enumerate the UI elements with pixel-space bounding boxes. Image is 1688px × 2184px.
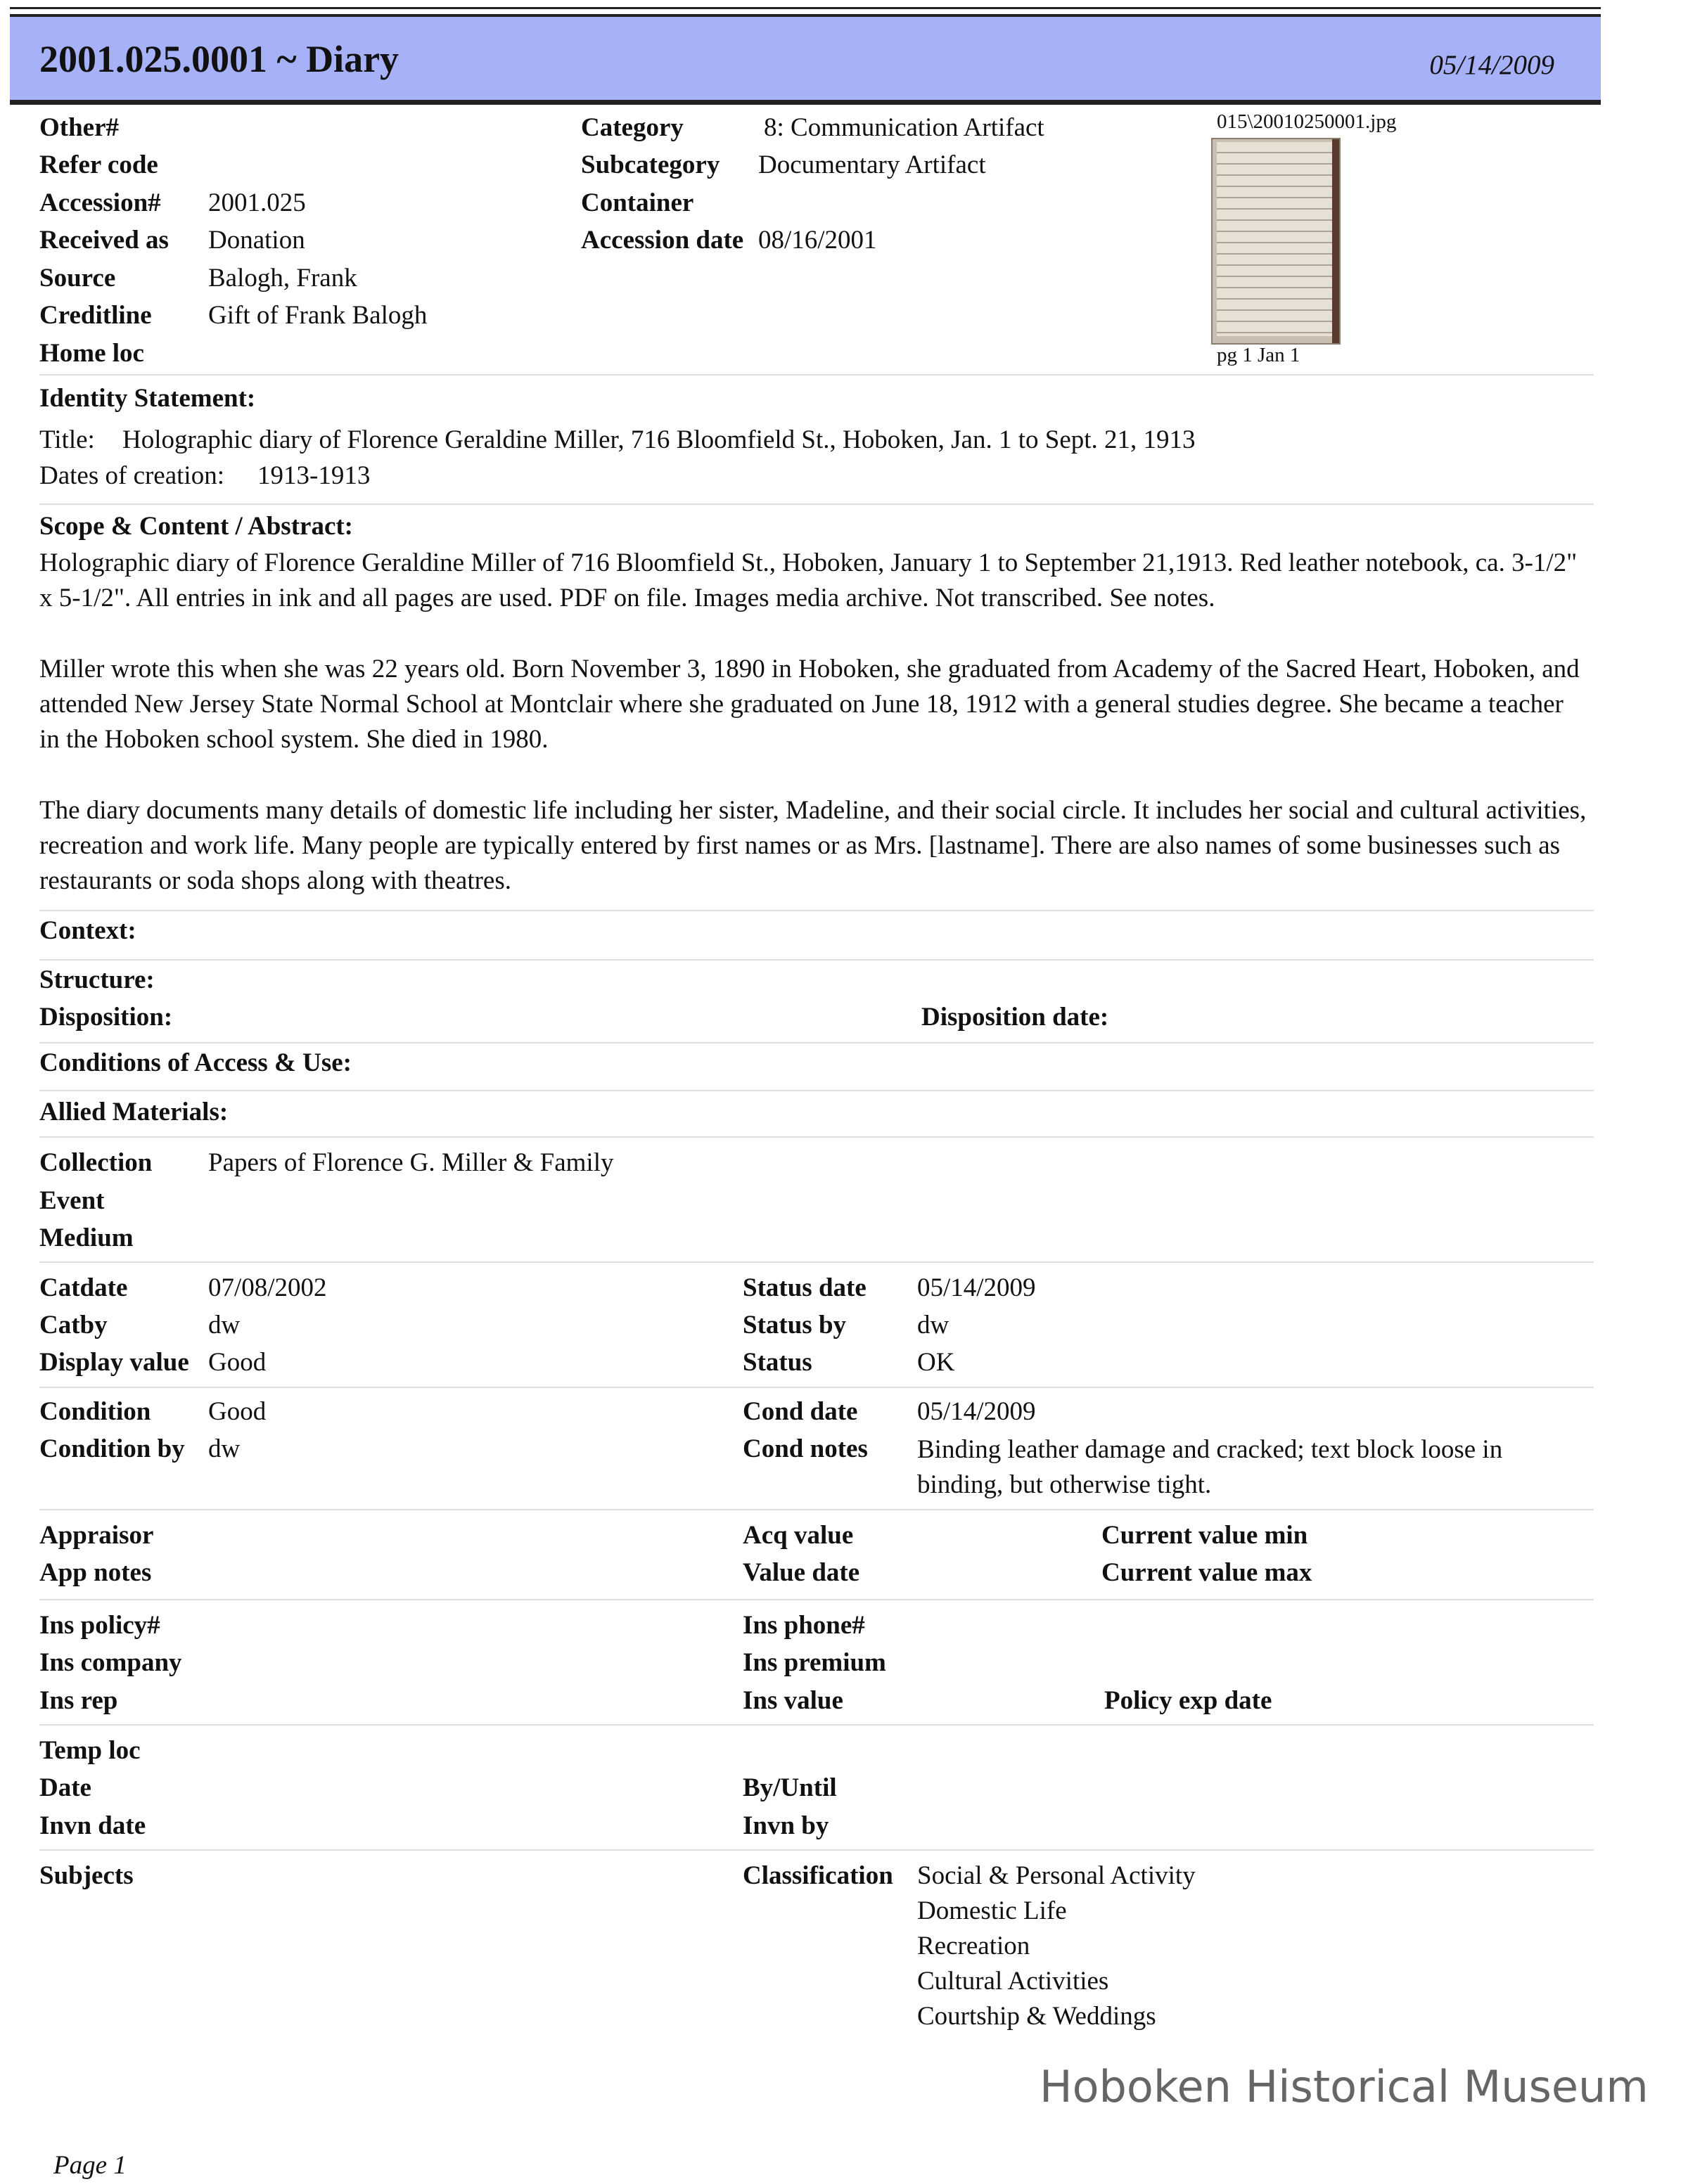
- classification-item: Social & Personal Activity: [917, 1861, 1196, 1890]
- accession-date-label: Accession date: [581, 226, 744, 255]
- structure-label: Structure:: [39, 965, 155, 994]
- divider: [39, 1387, 1594, 1388]
- identity-title-value: Holographic diary of Florence Geraldine Miller, 716 Bloomfield St., Hoboken, Jan. 1 to Sept. 21, 1913: [122, 425, 1196, 454]
- ins-rep-label: Ins rep: [39, 1686, 118, 1715]
- dates-of-creation-value: 1913-1913: [257, 461, 371, 490]
- subcategory-label: Subcategory: [581, 150, 720, 179]
- condition-by-value: dw: [208, 1434, 241, 1463]
- container-label: Container: [581, 188, 694, 217]
- received-as-label: Received as: [39, 226, 169, 255]
- accession-number-value: 2001.025: [208, 188, 306, 217]
- classification-label: Classification: [743, 1861, 893, 1890]
- status-label: Status: [743, 1348, 812, 1377]
- diary-page-image: [1217, 142, 1335, 336]
- identity-heading: Identity Statement:: [39, 384, 256, 413]
- appraisor-label: Appraisor: [39, 1521, 154, 1550]
- record-date: 05/14/2009: [1429, 50, 1554, 80]
- header-rule-bottom: [10, 103, 1601, 105]
- current-value-max-label: Current value max: [1101, 1558, 1312, 1587]
- cond-date-label: Cond date: [743, 1397, 858, 1426]
- status-date-label: Status date: [743, 1273, 867, 1302]
- catdate-value: 07/08/2002: [208, 1273, 327, 1302]
- scope-heading: Scope & Content / Abstract:: [39, 512, 354, 541]
- classification-item: Recreation: [917, 1932, 1030, 1960]
- status-date-value: 05/14/2009: [917, 1273, 1036, 1302]
- accession-date-value: 08/16/2001: [758, 226, 877, 255]
- by-until-label: By/Until: [743, 1773, 837, 1802]
- image-caption: pg 1 Jan 1: [1217, 344, 1300, 366]
- divider: [39, 1042, 1594, 1043]
- acq-value-label: Acq value: [743, 1521, 854, 1550]
- divider: [39, 503, 1594, 505]
- cond-date-value: 05/14/2009: [917, 1397, 1036, 1426]
- source-label: Source: [39, 264, 116, 293]
- condition-value: Good: [208, 1397, 267, 1426]
- image-filename: 015\20010250001.jpg: [1217, 110, 1397, 133]
- allied-materials-label: Allied Materials:: [39, 1098, 229, 1126]
- ins-value-label: Ins value: [743, 1686, 843, 1715]
- context-label: Context:: [39, 916, 136, 945]
- cond-notes-line-2: binding, but otherwise tight.: [917, 1470, 1212, 1499]
- received-as-value: Donation: [208, 226, 305, 255]
- scope-paragraph-1: Holographic diary of Florence Geraldine Miller of 716 Bloomfield St., Hoboken, January 1 to September 21,1913. Red leather notebook, ca. 3-1/2" x 5-1/2". All entries in ink and all pages are used. PDF on file. Images media archive. Not transcribed. See notes.: [39, 548, 1578, 612]
- condition-label: Condition: [39, 1397, 151, 1426]
- accession-number-label: Accession#: [39, 188, 161, 217]
- divider: [39, 910, 1594, 911]
- disposition-label: Disposition:: [39, 1003, 173, 1032]
- classification-item: Cultural Activities: [917, 1967, 1109, 1996]
- medium-label: Medium: [39, 1223, 134, 1252]
- diary-spine: [1332, 139, 1339, 343]
- diary-page-thumbnail[interactable]: [1211, 138, 1341, 345]
- refer-code-label: Refer code: [39, 150, 158, 179]
- status-value: OK: [917, 1348, 955, 1377]
- scope-paragraph-2: Miller wrote this when she was 22 years old. Born November 3, 1890 in Hoboken, she graduated from Academy of the Sacred Heart, Hoboken, and attended New Jersey State Normal School at Montclair where she graduated on June 18, 1912 with a general studies degree. She became a teacher in the Hoboken school system. She died in 1980.: [39, 655, 1580, 754]
- ins-premium-label: Ins premium: [743, 1648, 886, 1677]
- app-notes-label: App notes: [39, 1558, 152, 1587]
- page-number: Page 1: [53, 2151, 127, 2180]
- dates-of-creation-label: Dates of creation:: [39, 461, 224, 490]
- display-value-value: Good: [208, 1348, 267, 1377]
- ins-policy-label: Ins policy#: [39, 1611, 160, 1640]
- divider: [39, 1849, 1594, 1851]
- ins-phone-label: Ins phone#: [743, 1611, 865, 1640]
- condition-by-label: Condition by: [39, 1434, 185, 1463]
- divider: [39, 1090, 1594, 1091]
- creditline-value: Gift of Frank Balogh: [208, 301, 428, 330]
- display-value-label: Display value: [39, 1348, 189, 1377]
- classification-item: Courtship & Weddings: [917, 2002, 1156, 2031]
- catby-label: Catby: [39, 1311, 108, 1340]
- catdate-label: Catdate: [39, 1273, 128, 1302]
- subjects-label: Subjects: [39, 1861, 134, 1890]
- classification-item: Domestic Life: [917, 1896, 1067, 1925]
- creditline-label: Creditline: [39, 301, 152, 330]
- header-rule-top: [10, 7, 1601, 9]
- ins-company-label: Ins company: [39, 1648, 182, 1677]
- catby-value: dw: [208, 1311, 241, 1340]
- event-label: Event: [39, 1186, 105, 1215]
- date-label: Date: [39, 1773, 91, 1802]
- divider: [39, 1599, 1594, 1600]
- divider: [39, 959, 1594, 961]
- divider: [39, 1724, 1594, 1726]
- category-value: 8: Communication Artifact: [764, 113, 1044, 142]
- status-by-label: Status by: [743, 1311, 847, 1340]
- cond-notes-label: Cond notes: [743, 1434, 868, 1463]
- cond-notes-line-1: Binding leather damage and cracked; text block loose in: [917, 1435, 1503, 1464]
- status-by-value: dw: [917, 1311, 950, 1340]
- collection-label: Collection: [39, 1148, 153, 1177]
- current-value-min-label: Current value min: [1101, 1521, 1308, 1550]
- museum-watermark: Hoboken Historical Museum: [1040, 2061, 1649, 2112]
- disposition-date-label: Disposition date:: [921, 1003, 1109, 1032]
- temp-loc-label: Temp loc: [39, 1736, 141, 1765]
- collection-value: Papers of Florence G. Miller & Family: [208, 1148, 614, 1177]
- divider: [39, 1136, 1594, 1138]
- policy-exp-date-label: Policy exp date: [1104, 1686, 1272, 1715]
- category-label: Category: [581, 113, 684, 142]
- source-value: Balogh, Frank: [208, 264, 357, 293]
- invn-date-label: Invn date: [39, 1811, 146, 1840]
- subcategory-value: Documentary Artifact: [758, 150, 986, 179]
- divider: [39, 1261, 1594, 1263]
- identity-title-label: Title:: [39, 425, 95, 454]
- other-number-label: Other#: [39, 113, 120, 142]
- divider: [39, 1509, 1594, 1510]
- access-label: Conditions of Access & Use:: [39, 1048, 352, 1077]
- divider: [39, 374, 1594, 375]
- invn-by-label: Invn by: [743, 1811, 829, 1840]
- home-loc-label: Home loc: [39, 339, 144, 368]
- record-title: 2001.025.0001 ~ Diary: [39, 38, 399, 80]
- scope-paragraph-3: The diary documents many details of domestic life including her sister, Madeline, and their social circle. It includes her social and cultural activities, recreation and work life. Many people are typically entered by first names or as Mrs. [lastname]. There are also names of some businesses such as restaurants or soda shops along with theatres.: [39, 796, 1587, 895]
- value-date-label: Value date: [743, 1558, 860, 1587]
